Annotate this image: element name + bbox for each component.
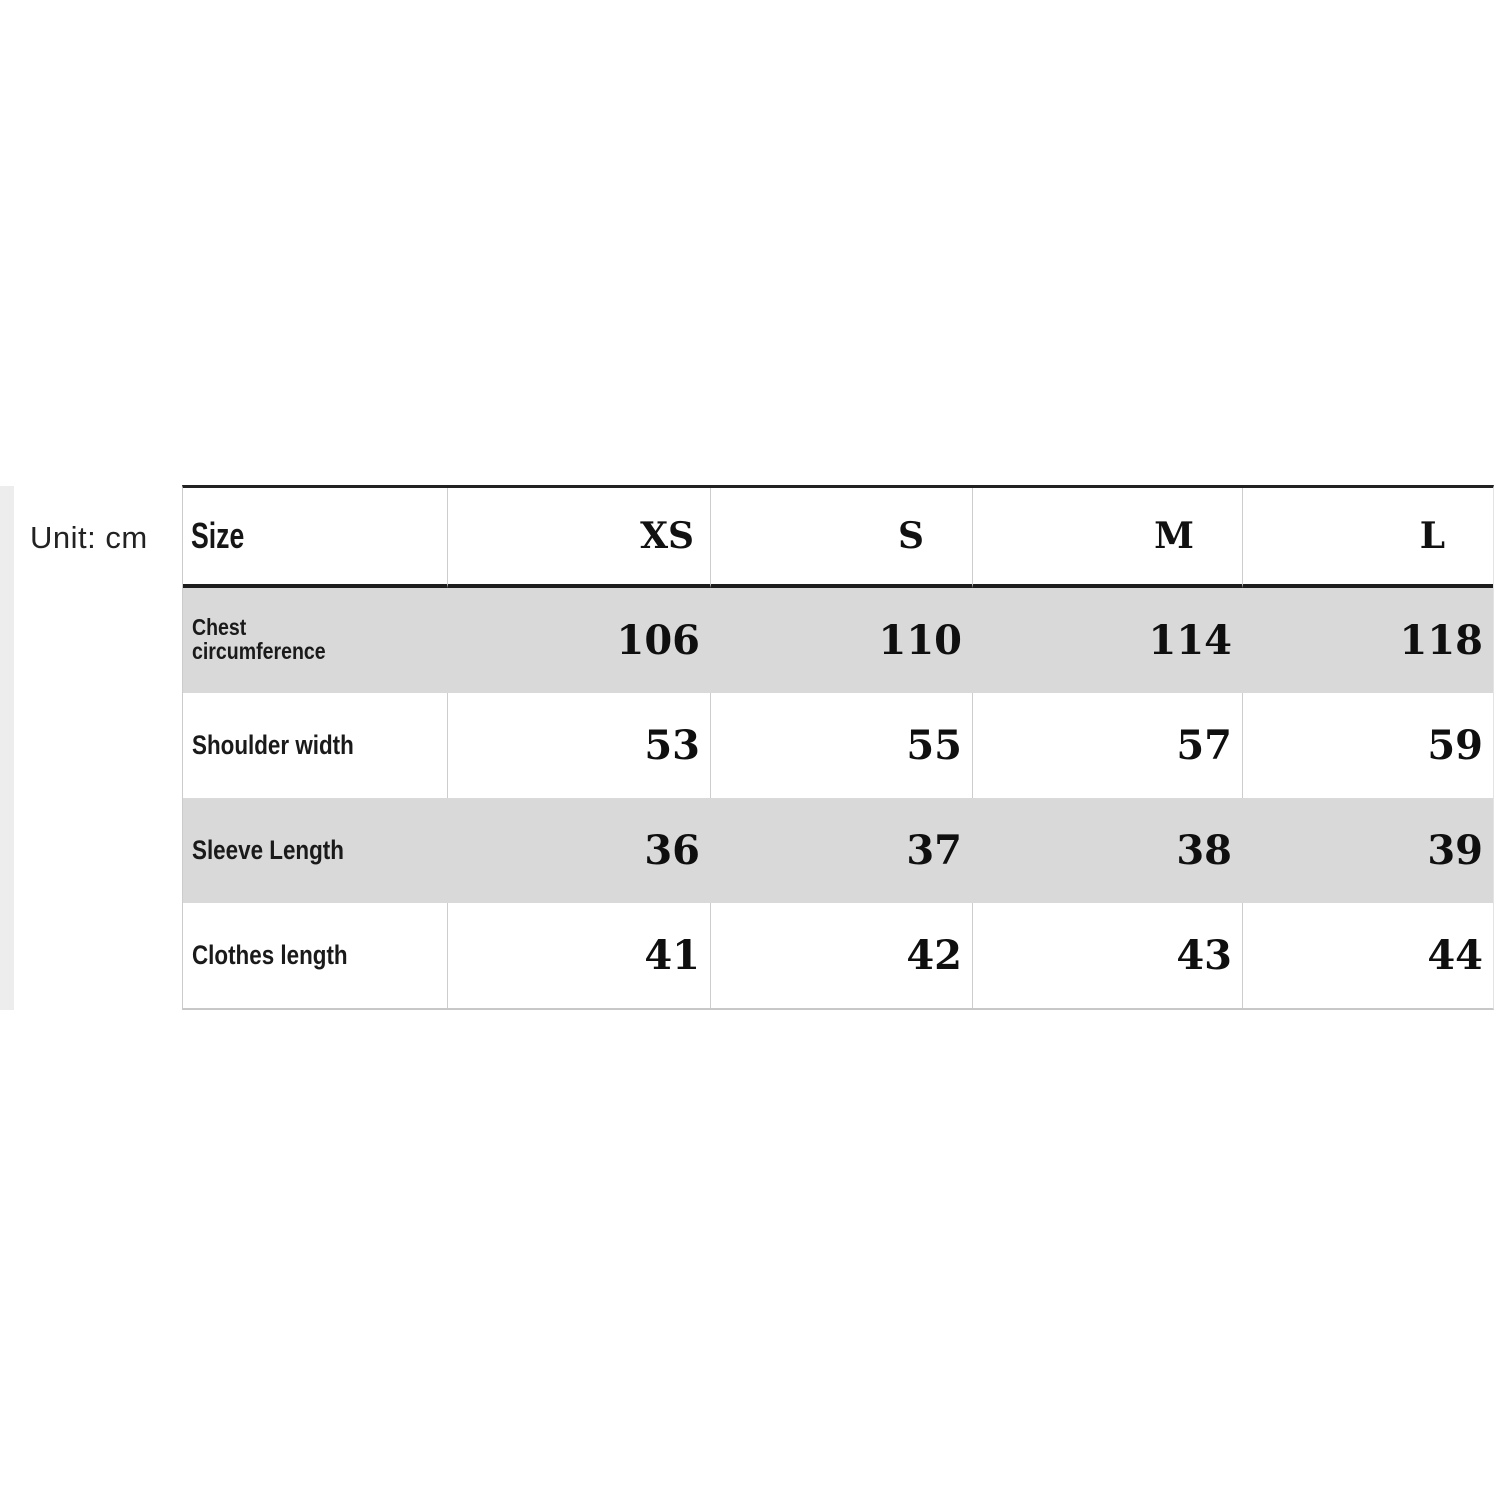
cell-sleeve-m: 38 [973, 798, 1243, 903]
row-label-clothes-length: Clothes length [192, 940, 348, 970]
cell-clothes-s: 42 [711, 903, 973, 1008]
cell-sleeve-l: 39 [1243, 798, 1493, 903]
row-label-cell [183, 798, 448, 903]
left-edge-strip [0, 486, 14, 1010]
cell-sleeve-xs: 36 [448, 798, 711, 903]
row-label-shoulder-width: Shoulder width [192, 730, 354, 760]
table-row-shoulder-width [183, 693, 1493, 798]
unit-label: Unit: cm [30, 520, 148, 555]
corner-header-size [183, 488, 448, 588]
column-header-xs: XS [448, 488, 711, 588]
cell-chest-s: 110 [711, 588, 973, 693]
table-row-chest-circumference [183, 588, 1493, 693]
column-header-l: L [1243, 488, 1493, 588]
size-chart-table [182, 485, 1494, 1010]
row-label-chest-circumference: Chest circumference [192, 613, 326, 665]
row-label-sleeve-length: Sleeve Length [192, 835, 344, 865]
cell-sleeve-s: 37 [711, 798, 973, 903]
cell-shoulder-s: 55 [711, 693, 973, 798]
cell-shoulder-m: 57 [973, 693, 1243, 798]
column-header-m: M [973, 488, 1243, 588]
row-label-cell [183, 693, 448, 798]
table-row-clothes-length [183, 903, 1493, 1008]
table-row-sleeve-length [183, 798, 1493, 903]
row-label-cell [183, 588, 448, 693]
row-label-cell [183, 903, 448, 1008]
cell-shoulder-l: 59 [1427, 722, 1483, 769]
header-row [183, 488, 1493, 588]
cell-shoulder-xs: 53 [448, 693, 711, 798]
cell-clothes-l: 44 [1427, 932, 1483, 979]
cell-chest-m: 114 [973, 588, 1243, 693]
corner-header-label: Size [191, 515, 245, 556]
column-header-s: S [711, 488, 973, 588]
cell-chest-l: 118 [1243, 588, 1493, 693]
cell-clothes-xs: 41 [448, 903, 711, 1008]
cell-chest-xs: 106 [448, 588, 711, 693]
cell-clothes-m: 43 [973, 903, 1243, 1008]
